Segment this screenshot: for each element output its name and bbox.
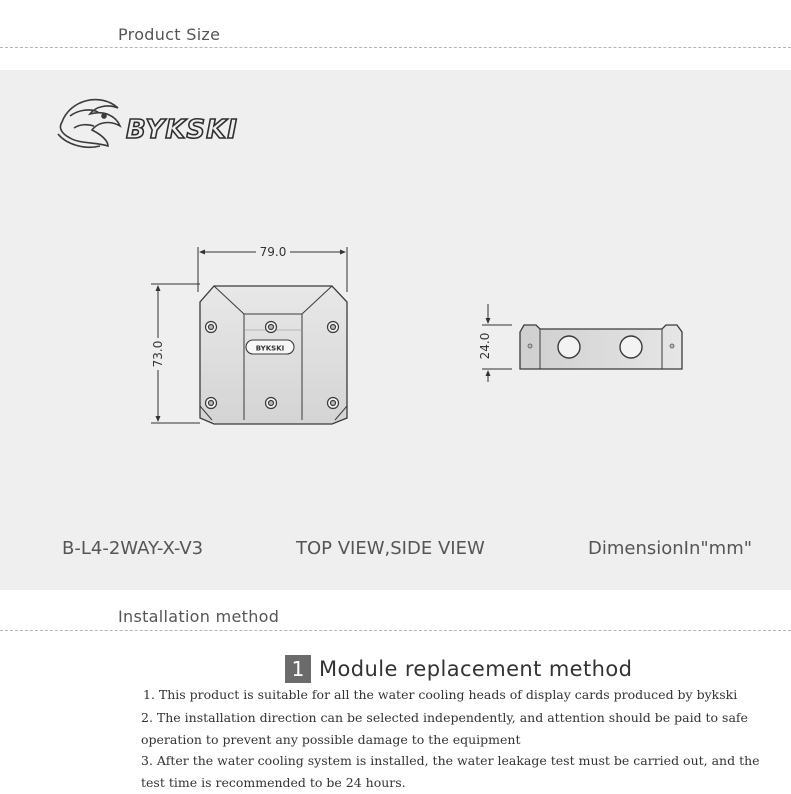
unit-caption: DimensionIn"mm" xyxy=(588,538,753,559)
dragon-emblem-icon xyxy=(58,100,120,148)
top-view-block xyxy=(200,286,347,424)
divider xyxy=(0,630,791,631)
product-size-heading: Product Size xyxy=(118,25,221,44)
instruction-line: test time is recommended to be 24 hours. xyxy=(141,775,406,790)
brand-badge-text: BYKSKI xyxy=(255,344,285,353)
logo-wordmark: BYKSKI xyxy=(126,115,238,145)
product-drawing-panel xyxy=(0,70,791,590)
instruction-line: 3. After the water cooling system is installed, the water leakage test must be carried out, and the xyxy=(141,753,760,768)
divider xyxy=(0,47,791,48)
model-caption: B-L4-2WAY-X-V3 xyxy=(62,538,204,559)
top-view-height-label: 73.0 xyxy=(151,340,165,368)
side-view-height-label: 24.0 xyxy=(478,332,492,360)
module-title: Module replacement method xyxy=(319,657,633,681)
module-heading xyxy=(285,655,632,683)
side-view-block xyxy=(520,325,682,369)
installation-heading: Installation method xyxy=(118,607,280,626)
instruction-line: 1. This product is suitable for all the water cooling heads of display cards produced by bykski xyxy=(143,687,738,702)
technical-drawing xyxy=(0,70,791,590)
instruction-line: operation to prevent any possible damage to the equipment xyxy=(141,732,521,747)
step-number-badge: 1 xyxy=(285,655,311,683)
bykski-logo xyxy=(58,100,238,148)
instruction-line: 2. The installation direction can be selected independently, and attention should be paid to safe xyxy=(141,710,748,725)
top-view-width-label: 79.0 xyxy=(259,245,287,259)
views-caption: TOP VIEW,SIDE VIEW xyxy=(296,538,485,559)
